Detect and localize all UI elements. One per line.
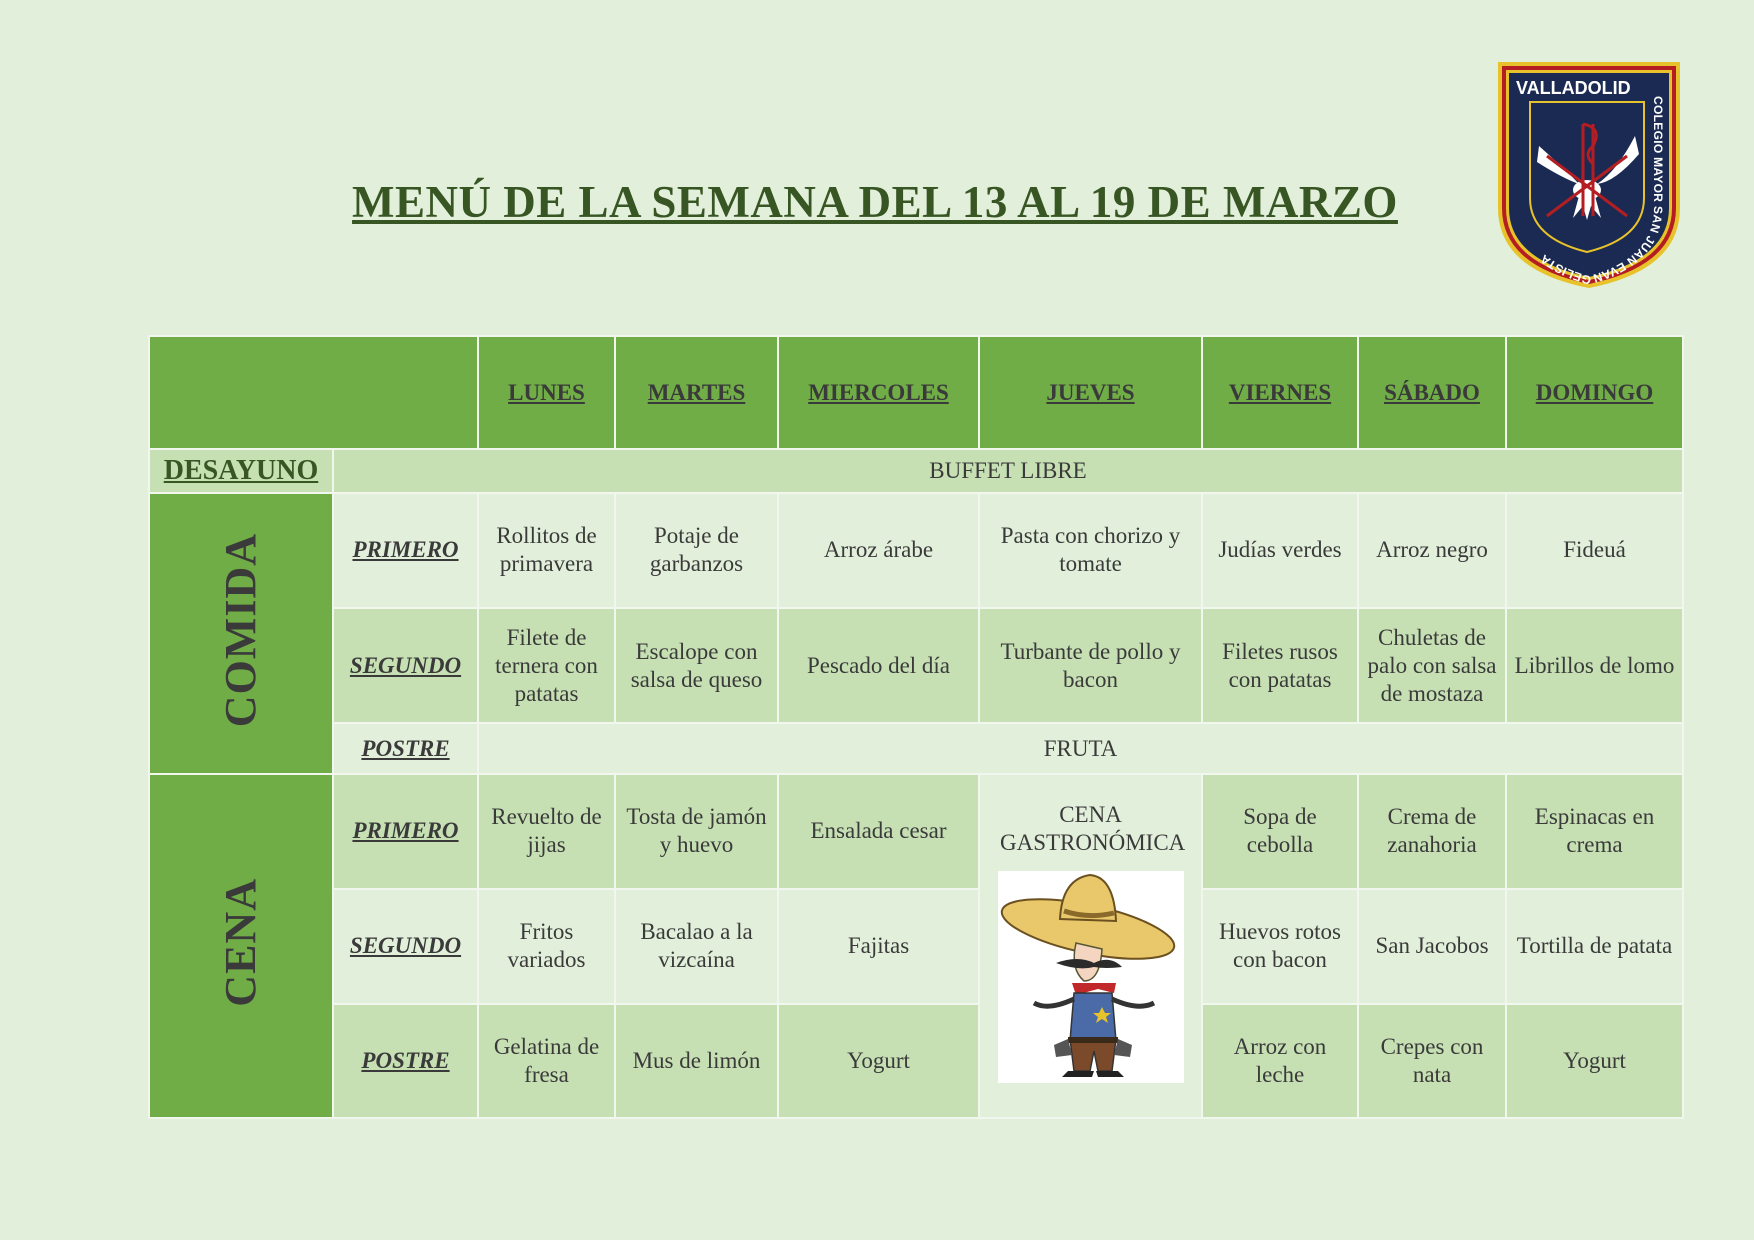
- comida-segundo-row: [149, 608, 1683, 723]
- desayuno-value: BUFFET LIBRE: [333, 449, 1683, 492]
- menu-item: Huevos rotos con bacon: [1202, 889, 1358, 1003]
- menu-item: Ensalada cesar: [778, 774, 979, 889]
- menu-item: San Jacobos: [1358, 889, 1506, 1003]
- svg-text:VALLADOLID: VALLADOLID: [1516, 78, 1631, 98]
- day-header-martes: MARTES: [615, 336, 778, 449]
- cena-postre-row: [149, 1004, 1683, 1118]
- course-label-primero: PRIMERO: [333, 774, 478, 889]
- course-label-segundo: SEGUNDO: [333, 608, 478, 723]
- menu-item: Potaje de garbanzos: [615, 493, 778, 608]
- cowboy-cartoon-icon: [998, 871, 1184, 1083]
- page-title: MENÚ DE LA SEMANA DEL 13 AL 19 DE MARZO: [352, 177, 1398, 227]
- menu-item: Mus de limón: [615, 1004, 778, 1118]
- menu-item: Filete de ternera con patatas: [478, 608, 615, 723]
- cena-primero-row: [149, 774, 1683, 889]
- menu-item: Pescado del día: [778, 608, 979, 723]
- menu-item: Filetes rusos con patatas: [1202, 608, 1358, 723]
- header-corner: [149, 336, 478, 449]
- menu-item: Turbante de pollo y bacon: [979, 608, 1202, 723]
- comida-label-cell: [149, 493, 333, 774]
- day-header-jueves: JUEVES: [979, 336, 1202, 449]
- course-label-postre: POSTRE: [333, 1004, 478, 1118]
- cena-label: CENA: [216, 877, 265, 1007]
- menu-item: Rollitos de primavera: [478, 493, 615, 608]
- menu-item: Arroz con leche: [1202, 1004, 1358, 1118]
- cena-gastronomica-label: CENA GASTRONÓMICA: [1000, 801, 1186, 855]
- menu-item: Chuletas de palo con salsa de mostaza: [1358, 608, 1506, 723]
- header-row: [149, 336, 1683, 449]
- day-header-domingo: DOMINGO: [1506, 336, 1683, 449]
- menu-item: Escalope con salsa de queso: [615, 608, 778, 723]
- menu-item: Judías verdes: [1202, 493, 1358, 608]
- cena-gastronomica-cell: [979, 774, 1202, 1118]
- postre-value: FRUTA: [478, 723, 1683, 773]
- course-label-primero: PRIMERO: [333, 493, 478, 608]
- menu-item: Fajitas: [778, 889, 979, 1003]
- menu-item: Arroz árabe: [778, 493, 979, 608]
- weekly-menu-table: [148, 335, 1684, 1119]
- day-header-sabado: SÁBADO: [1358, 336, 1506, 449]
- menu-item: Bacalao a la vizcaína: [615, 889, 778, 1003]
- comida-postre-row: [149, 723, 1683, 773]
- day-header-miercoles: MIERCOLES: [778, 336, 979, 449]
- comida-label: COMIDA: [216, 532, 265, 727]
- course-label-segundo: SEGUNDO: [333, 889, 478, 1003]
- menu-item: Pasta con chorizo y tomate: [979, 493, 1202, 608]
- menu-item: Yogurt: [1506, 1004, 1683, 1118]
- menu-item: Crepes con nata: [1358, 1004, 1506, 1118]
- day-header-lunes: LUNES: [478, 336, 615, 449]
- menu-item: Fideuá: [1506, 493, 1683, 608]
- cena-label-cell: [149, 774, 333, 1118]
- menu-item: Yogurt: [778, 1004, 979, 1118]
- menu-item: Sopa de cebolla: [1202, 774, 1358, 889]
- cena-segundo-row: [149, 889, 1683, 1003]
- menu-item: Librillos de lomo: [1506, 608, 1683, 723]
- menu-item: Tosta de jamón y huevo: [615, 774, 778, 889]
- menu-item: Fritos variados: [478, 889, 615, 1003]
- menu-item: Tortilla de patata: [1506, 889, 1683, 1003]
- desayuno-label: DESAYUNO: [149, 449, 333, 492]
- menu-item: Gelatina de fresa: [478, 1004, 615, 1118]
- menu-item: Crema de zanahoria: [1358, 774, 1506, 889]
- menu-item: Revuelto de jijas: [478, 774, 615, 889]
- day-header-viernes: VIERNES: [1202, 336, 1358, 449]
- menu-item: Espinacas en crema: [1506, 774, 1683, 889]
- comida-primero-row: [149, 493, 1683, 608]
- svg-text:COLEGIO MAYOR SAN JUAN EVANGEL: COLEGIO MAYOR SAN JUAN EVANGELISTA: [1537, 96, 1666, 288]
- college-crest-logo: [1494, 58, 1684, 290]
- course-label-postre: POSTRE: [333, 723, 478, 773]
- menu-item: Arroz negro: [1358, 493, 1506, 608]
- desayuno-row: [149, 449, 1683, 492]
